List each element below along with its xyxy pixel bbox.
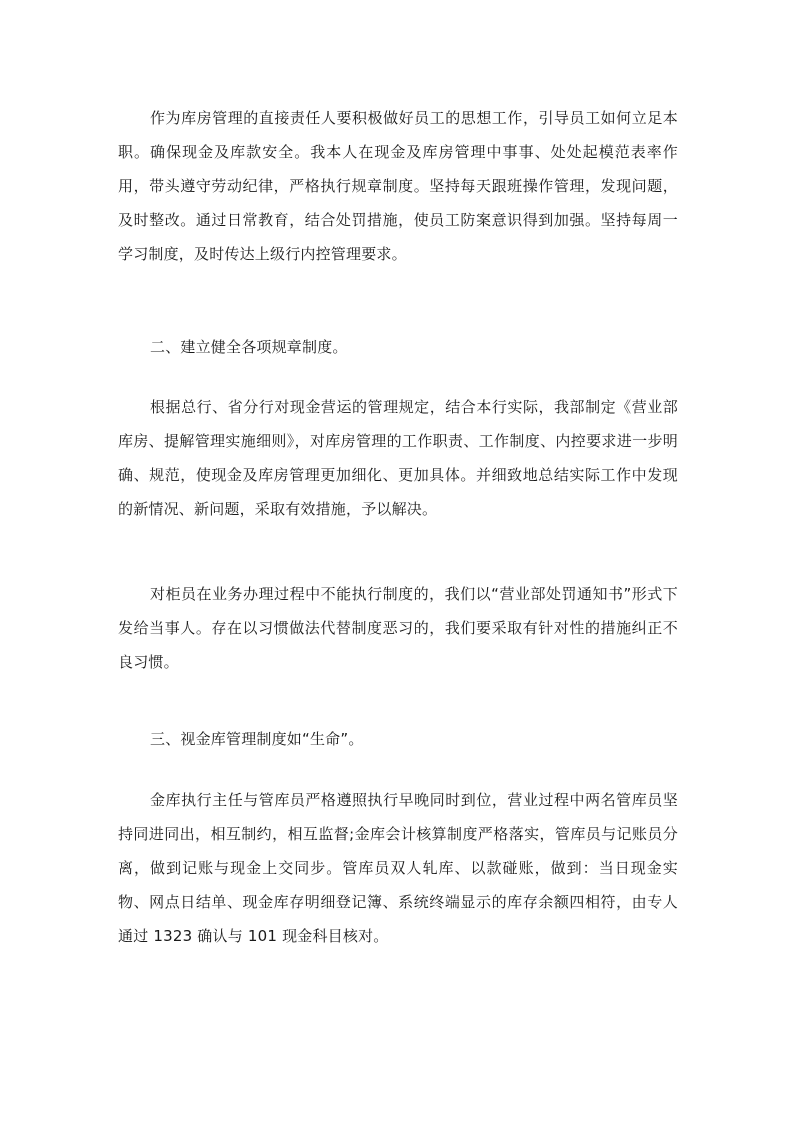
paragraph-penalty-notice: 对柜员在业务办理过程中不能执行制度的，我们以“营业部处罚通知书”形式下发给当事人。存在以习惯做法代替制度恶习的，我们要采取有针对性的措施纠正不良习惯。 bbox=[118, 585, 678, 671]
paragraph-duty: 作为库房管理的直接责任人要积极做好员工的思想工作，引导员工如何立足本职。确保现金及库款安全。我本人在现金及库房管理中事事、处处起模范表率作用，带头遵守劳动纪律，严格执行规章制度。坚持每天跟班操作管理，发现问题，及时整改。通过日常教育，结合处罚措施，使员工防案意识得到加强。坚持每周一学习制度，及时传达上级行内控管理要求。 bbox=[118, 109, 678, 263]
section-heading-vault: 三、视金库管理制度如“生命”。 bbox=[150, 730, 364, 748]
paragraph-regulations: 根据总行、省分行对现金营运的管理规定，结合本行实际，我部制定《营业部库房、提解管理实施细则》，对库房管理的工作职责、工作制度、内控要求进一步明确、规范，使现金及库房管理更加细化、更加具体。并细致地总结实际工作中发现的新情况、新问题，采取有效措施，予以解决。 bbox=[118, 398, 678, 518]
paragraph-vault-procedure: 金库执行主任与管库员严格遵照执行早晚同时到位，营业过程中两名管库员坚持同进同出，相互制约，相互监督;金库会计核算制度严格落实，管库员与记账员分离，做到记账与现金上交同步。管库员双人轧库、以款碰账，做到：当日现金实物、网点日结单、现金库存明细登记簿、系统终端显示的库存余额四相符，由专人通过 1323 确认与 101 现金科目核对。 bbox=[118, 791, 678, 945]
section-heading-rules: 二、建立健全各项规章制度。 bbox=[150, 338, 348, 356]
